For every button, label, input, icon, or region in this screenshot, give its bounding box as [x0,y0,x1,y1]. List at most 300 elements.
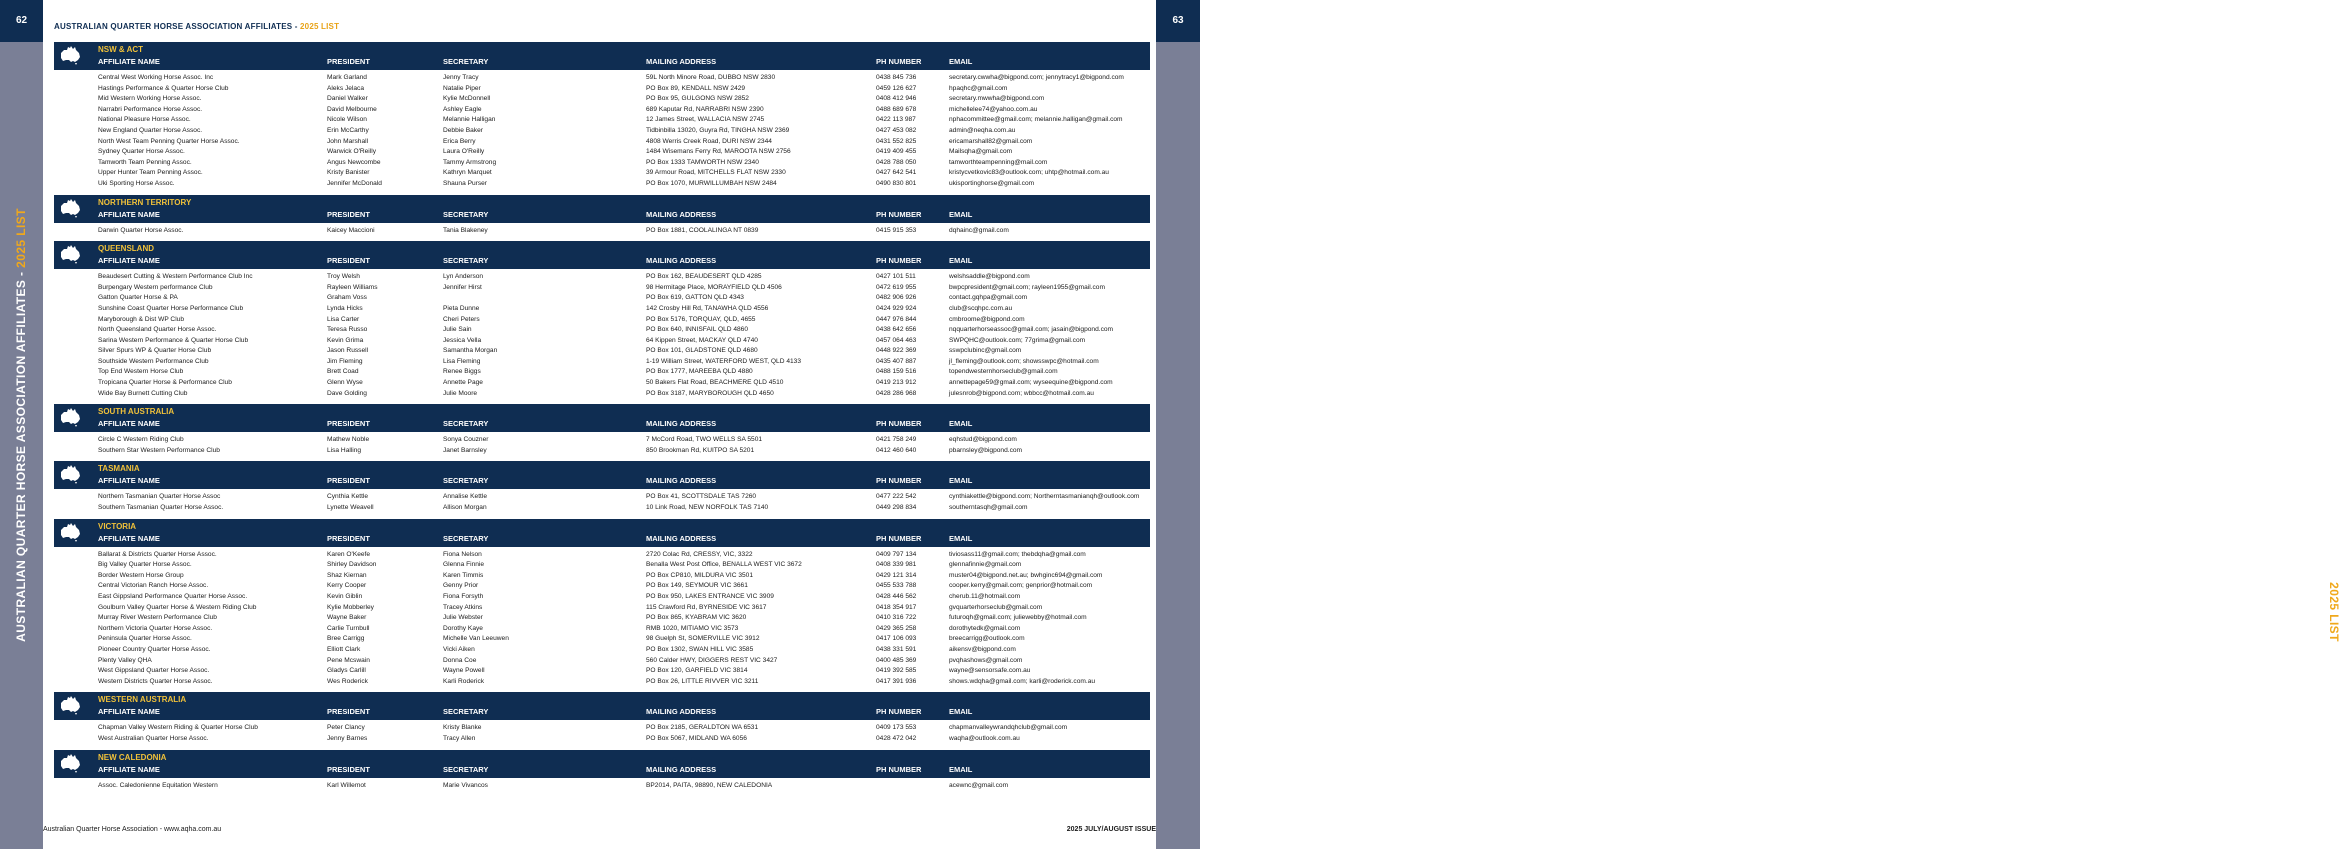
cell-president: Karen O'Keefe [327,550,371,558]
column-header-secretary: SECRETARY [443,209,489,219]
cell-address: 98 Guelph St, SOMERVILLE VIC 3912 [646,635,760,643]
australia-map-icon [59,521,83,543]
column-header-phone: PH NUMBER [876,764,922,774]
cell-phone: 0427 642 541 [876,169,917,177]
column-header-address: MAILING ADDRESS [646,764,717,774]
cell-email: tiviosass11@gmail.com; thebdqha@gmail.com [949,550,1086,558]
cell-email: julesnrob@bigpond.com; wbbcc@hotmail.com.au [949,389,1094,397]
cell-president: Peter Clancy [327,724,365,732]
region-section [54,195,1150,242]
cell-address: 12 James Street, WALLACIA NSW 2745 [646,116,765,124]
cell-secretary: Kathryn Marquet [443,169,492,177]
table-row [54,492,1150,503]
cell-phone: 0409 797 134 [876,550,917,558]
cell-president: Pene Mcswain [327,656,370,664]
column-header-secretary: SECRETARY [443,764,489,774]
cell-secretary: Vicki Aiken [443,645,475,653]
cell-name: North Queensland Quarter Horse Assoc. [98,326,217,334]
cell-president: Rayleen Williams [327,283,378,291]
cell-address: PO Box 1070, MURWILLUMBAH NSW 2484 [646,179,777,187]
cell-phone: 0424 929 924 [876,304,917,312]
cell-secretary: Lisa Fleming [443,357,481,365]
cell-address: 1-19 William Street, WATERFORD WEST, QLD 4133 [646,357,801,365]
cell-phone: 0488 689 678 [876,105,917,113]
region-section [54,404,1150,461]
cell-president: Elliott Clark [327,645,361,653]
header-title-text: AUSTRALIAN QUARTER HORSE ASSOCIATION AFFILIATES - [54,22,298,31]
cell-secretary: Renee Biggs [443,368,481,376]
cell-name: Tropicana Quarter Horse & Performance Club [98,379,232,387]
cell-name: Wide Bay Burnett Cutting Club [98,389,188,397]
region-header [54,750,1150,778]
cell-president: Kevin Giblin [327,593,363,600]
cell-secretary: Sonya Couzner [443,436,489,444]
cell-president: Brett Coad [327,368,359,376]
cell-phone: 0428 446 562 [876,593,917,600]
cell-address: PO Box 149, SEYMOUR VIC 3661 [646,582,748,590]
cell-name: Beaudesert Cutting & Western Performance Club Inc [98,273,253,281]
table-row [54,645,1150,656]
table-row [54,624,1150,635]
cell-email: shows.wdqha@gmail.com; karli@roderick.com.au [949,677,1096,685]
cell-secretary: Karli Roderick [443,677,485,685]
cell-president: Troy Welsh [327,273,360,281]
table-row [54,378,1150,389]
column-header-name: AFFILIATE NAME [98,533,160,543]
cell-president: Warwick O'Reilly [327,148,377,156]
table-row [54,781,1150,792]
footer-issue: 2025 JULY/AUGUST ISSUE [1066,826,1156,833]
column-header-email: EMAIL [949,764,973,774]
cell-president: Shaz Kiernan [327,571,367,579]
cell-phone: 0400 485 369 [876,656,917,664]
column-header-address: MAILING ADDRESS [646,256,717,266]
cell-phone: 0449 298 834 [876,504,917,512]
cell-phone: 0431 552 825 [876,137,917,145]
cell-address: 560 Calder HWY, DIGGERS REST VIC 3427 [646,656,778,664]
cell-email: bwpcpresident@gmail.com; rayleen1955@gmail.com [949,283,1105,291]
region-section [54,750,1150,797]
cell-phone: 0428 788 050 [876,158,917,166]
cell-secretary: Tammy Armstrong [443,158,497,166]
cell-president: Graham Voss [327,294,367,302]
cell-email: dqhainc@gmail.com [949,226,1009,234]
cell-name: Ballarat & Districts Quarter Horse Assoc. [98,550,217,558]
column-header-phone: PH NUMBER [876,209,922,219]
cell-address: 50 Bakers Flat Road, BEACHMERE QLD 4510 [646,379,784,387]
cell-phone: 0488 159 516 [876,368,917,376]
table-row [54,581,1150,592]
region-section [54,692,1150,749]
cell-secretary: Jennifer Hirst [443,283,482,291]
column-header-phone: PH NUMBER [876,256,922,266]
cell-address: 2720 Colac Rd, CRESSY, VIC, 3322 [646,550,753,558]
region-header [54,519,1150,547]
table-row [54,115,1150,126]
cell-phone: 0418 354 917 [876,603,917,611]
cell-secretary: Annalise Kettle [443,493,487,501]
table-row [54,677,1150,688]
region-section [54,42,1150,195]
cell-address: 689 Kaputar Rd, NARRABRI NSW 2390 [646,105,764,113]
cell-name: Darwin Quarter Horse Assoc. [98,226,184,234]
cell-address: PO Box 1333 TAMWORTH NSW 2340 [646,158,759,166]
column-header-address: MAILING ADDRESS [646,707,717,717]
cell-name: Murray River Western Performance Club [98,614,217,622]
cell-president: Kylie Mobberley [327,603,374,611]
cell-president: Shirley Davidson [327,561,377,569]
cell-secretary: Julie Sain [443,326,472,334]
cell-secretary: Kristy Blanke [443,724,482,732]
region-header [54,241,1150,269]
cell-address: 115 Crawford Rd, BYRNESIDE VIC 3617 [646,603,767,611]
cell-email: annettepage59@gmail.com; wyseequine@bigpond.com [949,379,1113,387]
cell-name: West Gippsland Quarter Horse Assoc. [98,667,210,675]
region-title: WESTERN AUSTRALIA [98,695,187,705]
cell-address: PO Box 1777, MAREEBA QLD 4880 [646,368,753,376]
cell-name: Sydney Quarter Horse Assoc. [98,148,185,156]
cell-name: Narrabri Performance Horse Assoc. [98,105,203,113]
cell-president: Daniel Walker [327,95,368,103]
cell-email: eqhstud@bigpond.com [949,436,1017,444]
cell-address: PO Box 1302, SWAN HILL VIC 3585 [646,645,754,653]
column-header-secretary: SECRETARY [443,419,489,429]
column-header-secretary: SECRETARY [443,533,489,543]
region-header [54,195,1150,223]
region-title: NSW & ACT [98,45,144,54]
region-section [54,519,1150,693]
cell-phone: 0428 472 042 [876,734,917,742]
table-row [54,325,1150,336]
table-row [54,84,1150,95]
cell-president: John Marshall [327,137,369,145]
cell-name: Hastings Performance & Quarter Horse Club [98,84,229,92]
cell-phone: 0447 976 844 [876,315,917,323]
cell-secretary: Glenna Finnie [443,561,485,569]
cell-phone: 0417 391 936 [876,677,917,685]
cell-name: Pioneer Country Quarter Horse Assoc. [98,645,211,653]
cell-phone: 0408 339 981 [876,561,917,569]
cell-secretary: Debbie Baker [443,126,483,134]
cell-phone: 0422 113 987 [876,116,916,124]
cell-email: tamworthteampenning@mail.com [949,158,1048,166]
cell-secretary: Jenny Tracy [443,74,479,81]
cell-address: 142 Crosby Hill Rd, TANAWHA QLD 4556 [646,304,769,312]
column-header-address: MAILING ADDRESS [646,533,717,543]
table-row [54,634,1150,645]
cell-secretary: Ashley Eagle [443,105,482,113]
left-page-number: 62 [0,0,43,42]
cell-secretary: Pieta Dunne [443,304,480,312]
cell-president: Dave Golding [327,389,367,397]
cell-address: PO Box 640, INNISFAIL QLD 4860 [646,326,749,334]
column-header-president: PRESIDENT [327,707,370,717]
cell-address: 59L North Minore Road, DUBBO NSW 2830 [646,74,776,81]
table-row [54,389,1150,400]
column-header-secretary: SECRETARY [443,256,489,266]
cell-address: 4808 Werris Creek Road, DURI NSW 2344 [646,137,772,145]
region-title: NORTHERN TERRITORY [98,197,192,207]
cell-secretary: Julie Moore [443,389,478,397]
cell-president: Lynette Weavell [327,504,374,512]
column-header-name: AFFILIATE NAME [98,707,160,717]
cell-email: Mailsqha@gmail.com [949,148,1013,156]
column-header-address: MAILING ADDRESS [646,57,717,66]
cell-email: nphacommittee@gmail.com; melannie.halligan@gmail.com [949,116,1123,124]
cell-email: dorothytedk@gmail.com [949,624,1021,632]
cell-name: Central West Working Horse Assoc. Inc [98,74,214,81]
cell-president: Bree Carrigg [327,635,365,643]
cell-phone: 0419 213 912 [876,379,917,387]
column-header-name: AFFILIATE NAME [98,476,160,486]
cell-email: glennafinnie@gmail.com [949,561,1022,569]
column-header-secretary: SECRETARY [443,57,489,66]
column-header-name: AFFILIATE NAME [98,209,160,219]
cell-president: Kerry Cooper [327,582,367,590]
cell-secretary: Natalie Piper [443,84,481,92]
region-rows [54,547,1150,693]
cell-secretary: Fiona Nelson [443,550,482,558]
left-vertical-title-text: AUSTRALIAN QUARTER HORSE ASSOCIATION AFFILIATES - [14,271,28,642]
column-header-phone: PH NUMBER [876,707,922,717]
cell-name: Big Valley Quarter Horse Assoc. [98,561,192,569]
cell-president: Aleks Jelaca [327,84,365,92]
region-section [54,241,1150,404]
cell-name: New England Quarter Horse Assoc. [98,126,203,134]
cell-email: contact.gqhpa@gmail.com [949,294,1028,302]
cell-email: hpaqhc@gmail.com [949,84,1008,92]
cell-email: gvquarterhorseclub@gmail.com [949,603,1043,611]
cell-secretary: Samantha Morgan [443,347,498,355]
cell-secretary: Annette Page [443,379,483,387]
cell-address: PO Box 95, GULGONG NSW 2852 [646,95,749,103]
cell-phone: 0448 922 369 [876,347,917,355]
cell-name: Southern Star Western Performance Club [98,446,220,454]
cell-name: Top End Western Horse Club [98,368,184,376]
cell-address: PO Box 3187, MARYBOROUGH QLD 4650 [646,389,774,397]
cell-email: chapmanvalleywrandqhclub@gmail.com [949,724,1068,732]
cell-email: cherub.11@hotmail.com [949,593,1021,600]
header-year: 2025 LIST [300,22,340,31]
cell-secretary: Fiona Forsyth [443,593,484,600]
cell-president: Jenny Barnes [327,734,368,742]
cell-email: jl_fleming@outlook.com; showsswpc@hotmail.com [949,357,1099,365]
cell-phone: 0409 173 553 [876,724,917,732]
cell-name: National Pleasure Horse Assoc. [98,116,191,124]
cell-name: East Gippsland Performance Quarter Horse Assoc. [98,593,248,600]
cell-email: nqquarterhorseassoc@gmail.com; jasain@bigpond.com [949,326,1114,334]
cell-name: Circle C Western Riding Club [98,436,184,444]
cell-president: Karl Willemot [327,781,366,789]
cell-name: Upper Hunter Team Penning Assoc. [98,169,203,177]
cell-phone: 0419 409 455 [876,148,917,156]
cell-email: cynthiakettle@bigpond.com; Northerntasmanianqh@outlook.com [949,493,1140,501]
affiliates-table [54,42,1150,796]
cell-address: BP2014, PAITA, 98890, NEW CALEDONIA [646,781,773,789]
cell-address: PO Box 26, LITTLE RIVVER VIC 3211 [646,677,759,685]
right-vertical-title [2327,208,2341,642]
table-row [54,105,1150,116]
cell-president: Nicole Wilson [327,116,367,124]
region-title: VICTORIA [98,521,137,531]
cell-phone: 0428 286 968 [876,389,917,397]
cell-phone: 0417 106 093 [876,635,917,643]
cell-email: waqha@outlook.com.au [949,734,1020,742]
cell-president: Lynda Hicks [327,304,363,312]
cell-phone: 0415 915 353 [876,226,917,234]
region-rows [54,432,1150,461]
column-header-email: EMAIL [949,57,973,66]
column-header-phone: PH NUMBER [876,476,922,486]
cell-secretary: Kylie McDonnell [443,95,491,103]
column-header-president: PRESIDENT [327,764,370,774]
cell-phone: 0408 412 946 [876,95,917,103]
cell-name: Tamworth Team Penning Assoc. [98,158,192,166]
cell-phone: 0438 845 736 [876,74,917,81]
australia-map-icon [59,694,83,716]
column-header-secretary: SECRETARY [443,476,489,486]
australia-map-icon [59,752,83,774]
australia-map-icon [59,44,83,66]
table-row [54,613,1150,624]
cell-address: 10 Link Road, NEW NORFOLK TAS 7140 [646,504,769,512]
australia-map-icon [59,406,83,428]
cell-phone: 0455 533 788 [876,582,917,590]
cell-name: Peninsula Quarter Horse Assoc. [98,635,192,643]
column-header-name: AFFILIATE NAME [98,419,160,429]
column-header-email: EMAIL [949,256,973,266]
cell-email: pvqhashows@gmail.com [949,656,1023,664]
table-row [54,158,1150,169]
cell-president: David Melbourne [327,105,377,113]
column-header-name: AFFILIATE NAME [98,764,160,774]
cell-name: Southern Tasmanian Quarter Horse Assoc. [98,504,224,512]
cell-name: Northern Victoria Quarter Horse Assoc. [98,624,213,632]
cell-email: welshsaddle@bigpond.com [949,273,1030,281]
table-row [54,435,1150,446]
cell-name: Assoc. Caledonienne Equitation Western [98,781,218,789]
cell-email: ericamarshall82@gmail.com [949,137,1033,145]
cell-secretary: Erica Berry [443,137,476,145]
cell-address: PO Box CP810, MILDURA VIC 3501 [646,571,754,579]
table-row [54,503,1150,514]
australia-map-icon [59,463,83,485]
cell-phone: 0427 101 511 [876,273,916,281]
cell-phone: 0457 064 463 [876,336,917,344]
region-rows [54,720,1150,749]
column-header-address: MAILING ADDRESS [646,419,717,429]
table-row [54,73,1150,84]
column-header-secretary: SECRETARY [443,707,489,717]
table-row [54,293,1150,304]
cell-president: Erin McCarthy [327,126,369,134]
cell-secretary: Michelle Van Leeuwen [443,635,509,643]
cell-president: Lisa Halling [327,446,362,454]
cell-address: RMB 1020, MITIAMO VIC 3573 [646,624,739,632]
cell-name: Silver Spurs WP & Quarter Horse Club [98,347,212,355]
cell-president: Jim Fleming [327,357,363,365]
cell-address: Benalla West Post Office, BENALLA WEST VIC 3672 [646,561,802,569]
region-header [54,461,1150,489]
cell-address: 39 Armour Road, MITCHELLS FLAT NSW 2330 [646,169,786,177]
cell-address: PO Box 1881, COOLALINGA NT 0839 [646,226,759,234]
cell-address: 1484 Wisemans Ferry Rd, MAROOTA NSW 2756 [646,148,791,156]
cell-president: Jason Russell [327,347,369,355]
cell-email: futuroqh@gmail.com; juliewebby@hotmail.com [949,614,1087,622]
cell-secretary: Lyn Anderson [443,273,484,281]
cell-email: breecarrigg@outlook.com [949,635,1025,643]
table-row [54,346,1150,357]
cell-address: PO Box 120, GARFIELD VIC 3814 [646,667,748,675]
cell-secretary: Shauna Purser [443,179,487,187]
column-header-address: MAILING ADDRESS [646,209,717,219]
table-row [54,603,1150,614]
cell-secretary: Allison Morgan [443,504,487,512]
column-header-email: EMAIL [949,476,973,486]
cell-president: Carlie Turnbull [327,624,370,632]
cell-address: 98 Hermitage Place, MORAYFIELD QLD 4506 [646,283,782,291]
left-vertical-year: 2025 LIST [14,208,28,268]
left-vertical-title [14,208,28,642]
table-row [54,304,1150,315]
column-header-president: PRESIDENT [327,209,370,219]
region-rows [54,223,1150,242]
cell-name: Plenty Valley QHA [98,656,152,664]
cell-name: Gatton Quarter Horse & PA [98,294,178,302]
cell-name: Southside Western Performance Club [98,357,209,365]
cell-secretary: Cheri Peters [443,315,480,323]
right-page-number: 63 [1156,0,1200,42]
region-section [54,461,1150,518]
cell-address: PO Box 5067, MIDLAND WA 6056 [646,734,747,742]
table-row [54,666,1150,677]
cell-address: PO Box 89, KENDALL NSW 2429 [646,84,746,92]
region-title: NEW CALEDONIA [98,752,167,762]
cell-name: Uki Sporting Horse Assoc. [98,179,175,187]
cell-address: 7 McCord Road, TWO WELLS SA 5501 [646,436,763,444]
cell-email: topendwesternhorseclub@gmail.com [949,368,1058,376]
cell-president: Jennifer McDonald [327,179,382,187]
column-header-phone: PH NUMBER [876,533,922,543]
cell-secretary: Janet Barnsley [443,446,487,454]
column-header-email: EMAIL [949,209,973,219]
cell-phone: 0472 619 955 [876,283,917,291]
cell-email: acewnc@gmail.com [949,781,1009,789]
cell-address: PO Box 2185, GERALDTON WA 6531 [646,724,759,732]
table-row [54,272,1150,283]
cell-name: Burpengary Western performance Club [98,283,213,291]
cell-name: West Australian Quarter Horse Assoc. [98,734,209,742]
cell-email: aikensv@bigpond.com [949,645,1016,653]
region-header [54,42,1150,70]
region-header [54,404,1150,432]
cell-phone: 0438 642 656 [876,326,917,334]
cell-address: PO Box 162, BEAUDESERT QLD 4285 [646,273,762,281]
cell-phone: 0490 830 801 [876,179,917,187]
region-title: SOUTH AUSTRALIA [98,407,175,417]
table-row [54,656,1150,667]
cell-email: southerntasqh@gmail.com [949,504,1028,512]
cell-president: Glenn Wyse [327,379,363,387]
column-header-president: PRESIDENT [327,533,370,543]
cell-phone: 0459 126 627 [876,84,917,92]
table-row [54,315,1150,326]
cell-phone: 0419 392 585 [876,667,917,675]
column-header-email: EMAIL [949,533,973,543]
table-row [54,550,1150,561]
cell-phone: 0477 222 542 [876,493,917,501]
left-page-strip [0,0,43,849]
